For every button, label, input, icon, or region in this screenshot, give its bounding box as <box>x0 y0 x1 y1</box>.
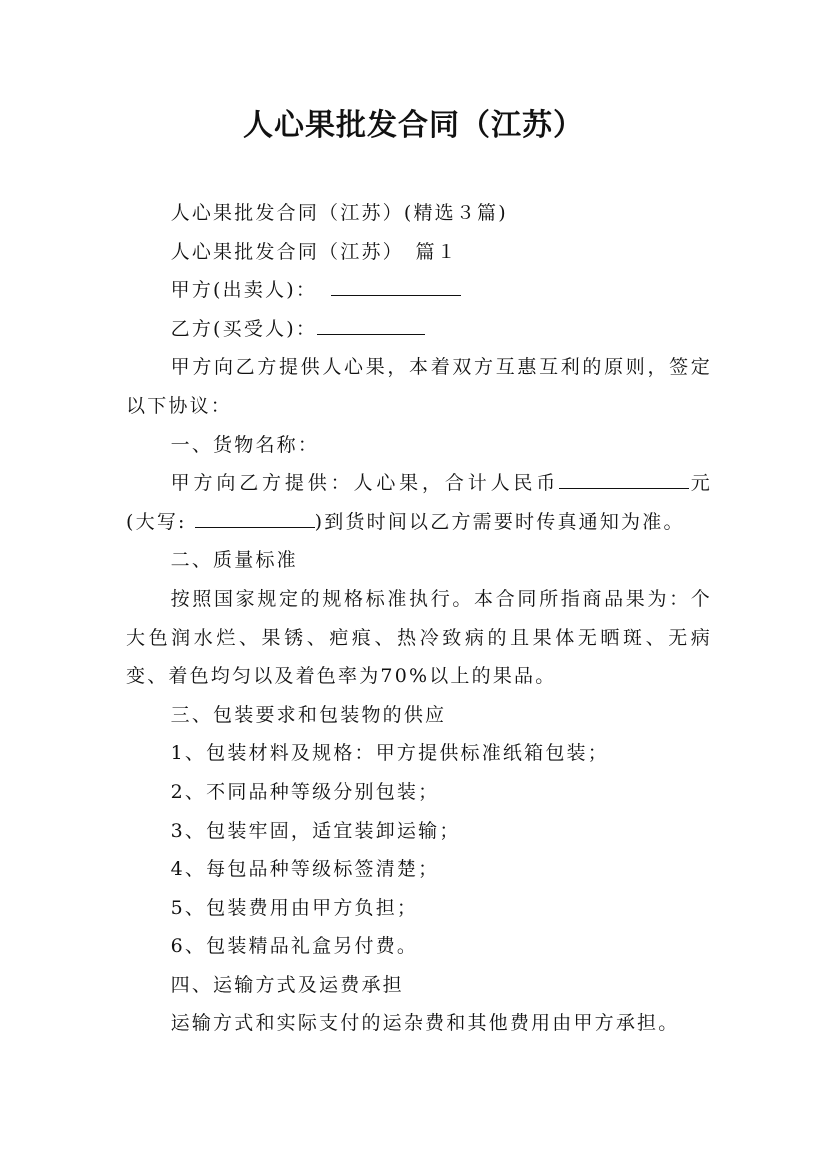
part-heading: 人心果批发合同（江苏） 篇１ <box>170 240 458 263</box>
party-b-line <box>126 310 712 349</box>
party-b-blank[interactable] <box>317 312 425 335</box>
intro-line: 人心果批发合同（江苏）(精选３篇) <box>170 202 508 224</box>
section-3-title: 三、包装要求和包装物的供应 <box>170 703 447 726</box>
party-a-line <box>126 271 712 310</box>
section-4-title: 四、运输方式及运费承担 <box>170 973 404 996</box>
section-3-item-2: 2、不同品种等级分别包装； <box>170 780 440 803</box>
section-3-item-5: 5、包装费用由甲方负担； <box>170 896 419 919</box>
section-3-item-6: 6、包装精品礼盒另付费。 <box>170 935 419 958</box>
amount-words-blank[interactable] <box>195 505 315 528</box>
section-2-title: 二、质量标准 <box>170 549 298 572</box>
section-1-text-b: 元 <box>689 472 712 495</box>
section-1-title: 一、货物名称： <box>170 433 320 456</box>
section-1-text-a: 甲方向乙方提供：人心果，合计人民币 <box>170 472 560 495</box>
document-title: 人心果批发合同（江苏） <box>243 108 584 143</box>
section-3-item-1: 1、包装材料及规格：甲方提供标准纸箱包装； <box>170 742 609 765</box>
section-3-item-3: 3、包装牢固，适宜装卸运输； <box>170 819 461 842</box>
preamble-paragraph: 甲方向乙方提供人心果，本着双方互惠互利的原则，签定以下协议： <box>126 356 712 417</box>
document-body <box>126 194 712 1043</box>
section-2-text: 按照国家规定的规格标准执行。本合同所指商品果为：个大色润水烂、果锈、疤痕、热冷致病的且果体无晒斑、无病变、着色均匀以及着色率为70%以上的果品。 <box>126 587 712 688</box>
section-3-item-4: 4、每包品种等级标签清楚； <box>170 858 440 881</box>
section-1-text-c: (大写: <box>126 510 187 533</box>
section-1-text-d: )到货时间以乙方需要时传真通知为准。 <box>314 510 685 533</box>
amount-blank[interactable] <box>559 466 689 489</box>
party-b-label: 乙方(买受人)： <box>170 317 318 340</box>
section-1-text <box>126 464 712 541</box>
party-a-blank[interactable] <box>331 273 461 296</box>
party-a-label: 甲方(出卖人)： <box>170 279 318 302</box>
section-4-text: 运输方式和实际支付的运杂费和其他费用由甲方承担。 <box>170 1012 680 1035</box>
